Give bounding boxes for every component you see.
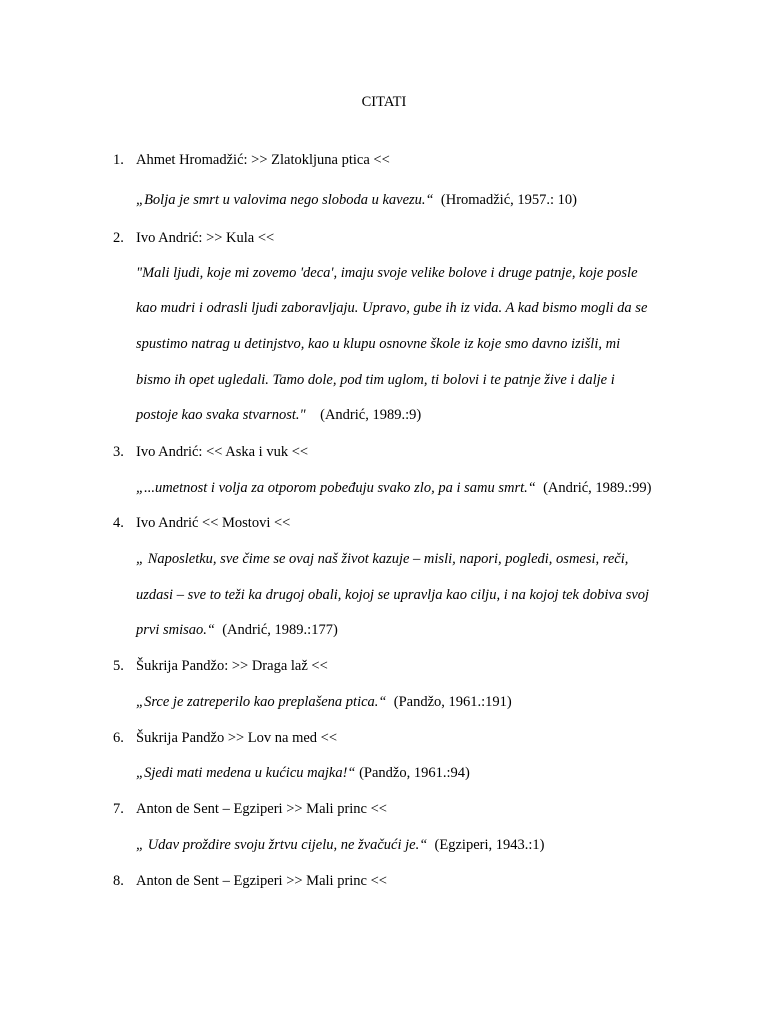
quote-line bbox=[136, 191, 726, 209]
entry-title: Anton de Sent – Egziperi >> Mali princ << bbox=[136, 801, 387, 817]
citation: (Andrić, 1989.:99) bbox=[543, 480, 652, 496]
entry-number: 7. bbox=[113, 801, 124, 817]
entry-number: 2. bbox=[113, 230, 124, 246]
quote-line bbox=[136, 299, 726, 317]
entry-heading bbox=[113, 443, 713, 461]
entry-number: 5. bbox=[113, 658, 124, 674]
entry-heading bbox=[113, 729, 713, 747]
quote-text: „ Udav proždire svoju žrtvu cijelu, ne žvačući je.“ bbox=[136, 837, 428, 853]
quote-text: postoje kao svaka stvarnost." bbox=[136, 407, 306, 423]
entry-title: Ahmet Hromadžić: >> Zlatokljuna ptica << bbox=[136, 152, 390, 168]
quote-text: „Srce je zatreperilo kao preplašena ptica.“ bbox=[136, 694, 387, 710]
entry-title: Šukrija Pandžo >> Lov na med << bbox=[136, 730, 338, 746]
page-title: CITATI bbox=[361, 94, 407, 110]
quote-line bbox=[136, 371, 726, 389]
entry-heading bbox=[113, 514, 713, 532]
entry-title: Ivo Andrić: << Aska i vuk << bbox=[136, 444, 309, 460]
quote-text: „...umetnost i volja za otporom pobeđuju svako zlo, pa i samu smrt.“ bbox=[136, 480, 536, 496]
entry-number: 1. bbox=[113, 152, 124, 168]
quote-line bbox=[136, 406, 726, 424]
quote-line bbox=[136, 693, 726, 711]
quote-text: uzdasi – sve to teži ka drugoj obali, kojoj se upravlja kao cilju, i na kojoj tek dobiva svoj bbox=[136, 587, 650, 603]
entry-number: 8. bbox=[113, 873, 124, 889]
quote-line bbox=[136, 264, 726, 282]
citation: (Hromadžić, 1957.: 10) bbox=[440, 192, 577, 208]
citation: (Pandžo, 1961.:191) bbox=[393, 694, 512, 710]
entry-heading bbox=[113, 800, 713, 818]
entry-heading bbox=[113, 229, 713, 247]
quote-text: „Sjedi mati medena u kućicu majka!“ bbox=[136, 765, 356, 781]
entry-heading bbox=[113, 151, 713, 169]
entry-number: 3. bbox=[113, 444, 124, 460]
quote-text: spustimo natrag u detinjstvo, kao u klupu osnovne škole iz koje smo davno izišli, mi bbox=[136, 336, 621, 352]
quote-line bbox=[136, 550, 726, 568]
quote-text: bismo ih opet ugledali. Tamo dole, pod tim uglom, ti bolovi i te patnje žive i dalje i bbox=[136, 372, 615, 388]
citation: (Pandžo, 1961.:94) bbox=[359, 765, 470, 781]
entry-title: Šukrija Pandžo: >> Draga laž << bbox=[136, 658, 328, 674]
citation: (Egziperi, 1943.:1) bbox=[434, 837, 545, 853]
entry-title: Ivo Andrić << Mostovi << bbox=[136, 515, 291, 531]
entry-heading bbox=[113, 657, 713, 675]
quote-text: „ Naposletku, sve čime se ovaj naš život kazuje – misli, napori, pogledi, osmesi, reči, bbox=[136, 551, 629, 567]
quote-line bbox=[136, 621, 726, 639]
quote-text: „Bolja je smrt u valovima nego sloboda u kavezu.“ bbox=[136, 192, 434, 208]
entry-title: Ivo Andrić: >> Kula << bbox=[136, 230, 275, 246]
quote-text: "Mali ljudi, koje mi zovemo 'deca', imaju svoje velike bolove i druge patnje, koje posle bbox=[136, 265, 638, 281]
quote-text: prvi smisao.“ bbox=[136, 622, 215, 638]
quote-line bbox=[136, 479, 726, 497]
entry-number: 6. bbox=[113, 730, 124, 746]
quote-text: kao mudri i odrasli ljudi zaboravljaju. Upravo, gube ih iz vida. A kad bismo mogli da se bbox=[136, 300, 648, 316]
entry-number: 4. bbox=[113, 515, 124, 531]
citation: (Andrić, 1989.:9) bbox=[320, 407, 422, 423]
quote-line bbox=[136, 764, 726, 782]
entry-heading bbox=[113, 872, 713, 890]
entry-title: Anton de Sent – Egziperi >> Mali princ << bbox=[136, 873, 387, 889]
citation: (Andrić, 1989.:177) bbox=[222, 622, 338, 638]
quote-line bbox=[136, 836, 726, 854]
quote-line bbox=[136, 586, 726, 604]
quote-line bbox=[136, 335, 726, 353]
